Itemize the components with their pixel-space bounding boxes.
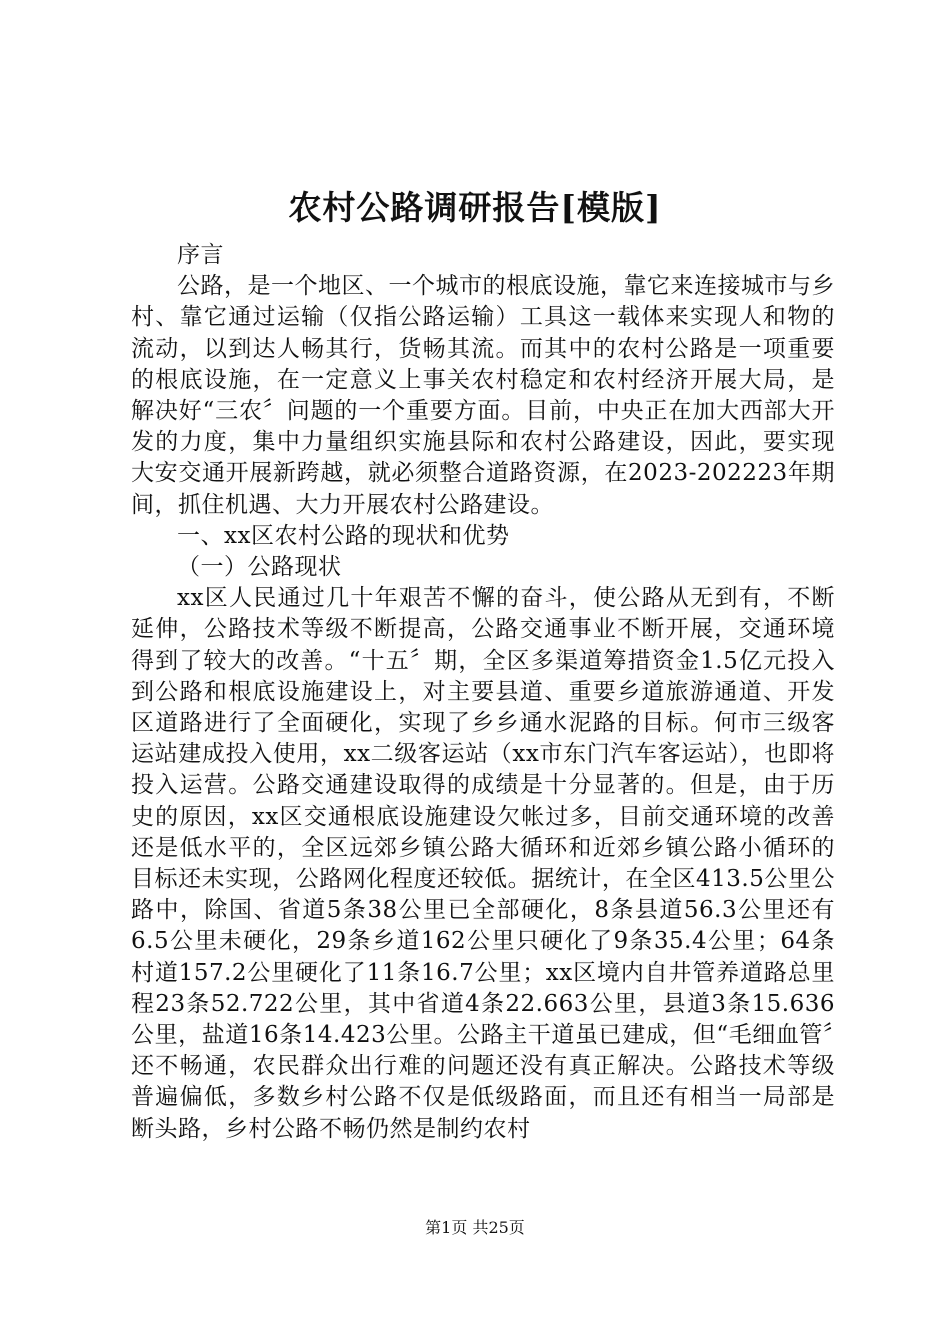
section-heading-1: 一、xx区农村公路的现状和优势 [177, 522, 510, 549]
paragraph-preface-heading: 序言 [177, 242, 224, 268]
document-title: 农村公路调研报告[模版] [288, 188, 662, 227]
paragraph-introduction: 公路，是一个地区、一个城市的根底设施，靠它来连接城市与乡村、靠它通过运输（仅指公路运输）工具这一载体来实现人和物的流动，以到达人畅其行，货畅其流。而其中的农村公路是一项重要的根底设施，在一定意义上事关农村稳定和农村经济开展大局，是解决好“三农〞问题的一个重要方面。目前，中央正在加大西部大开发的力度，集中力量组织实施县际和农村公路建设，因此，要实现大安交通开展新跨越，就必须整合道路资源，在2023-202223年期间，抓住机遇、大力开展农村公路建设。 [131, 273, 835, 518]
page-number: 第1页 共25页 [425, 1218, 525, 1237]
paragraph-road-status: xx区人民通过几十年艰苦不懈的奋斗，使公路从无到有，不断延伸，公路技术等级不断提高，公路交通事业不断开展，交通环境得到了较大的改善。“十五〞期，全区多渠道筹措资金1.5亿元投入到公路和根底设施建设上，对主要县道、重要乡道旅游通道、开发区道路进行了全面硬化，实现了乡乡通水泥路的目标。何市三级客运站建成投入使用，xx二级客运站（xx市东门汽车客运站），也即将投入运营。公路交通建设取得的成绩是十分显著的。但是，由于历史的原因，xx区交通根底设施建设欠帐过多，目前交通环境的改善还是低水平的，全区远郊乡镇公路大循环和近郊乡镇公路小循环的目标还未实现，公路网化程度还较低。据统计，在全区413.5公里公路中，除国、省道5条38公里已全部硬化，8条县道56.3公里还有6.5公里未硬化，29条乡道162公里只硬化了9条35.4公里；64条村道157.2公里硬化了11条16.7公里；xx区境内自井管养道路总里程23条52.722公里，其中省道4条22.663公里，县道3条15.636公里，盐道16条14.423公里。公路主干道虽已建成，但“毛细血管〞还不畅通，农民群众出行难的问题还没有真正解决。公路技术等级普遍偏低，多数乡村公路不仅是低级路面，而且还有相当一局部是断头路，乡村公路不畅仍然是制约农村 [131, 585, 835, 1142]
subsection-heading-1: （一）公路现状 [177, 554, 342, 581]
document-body [131, 240, 835, 1176]
